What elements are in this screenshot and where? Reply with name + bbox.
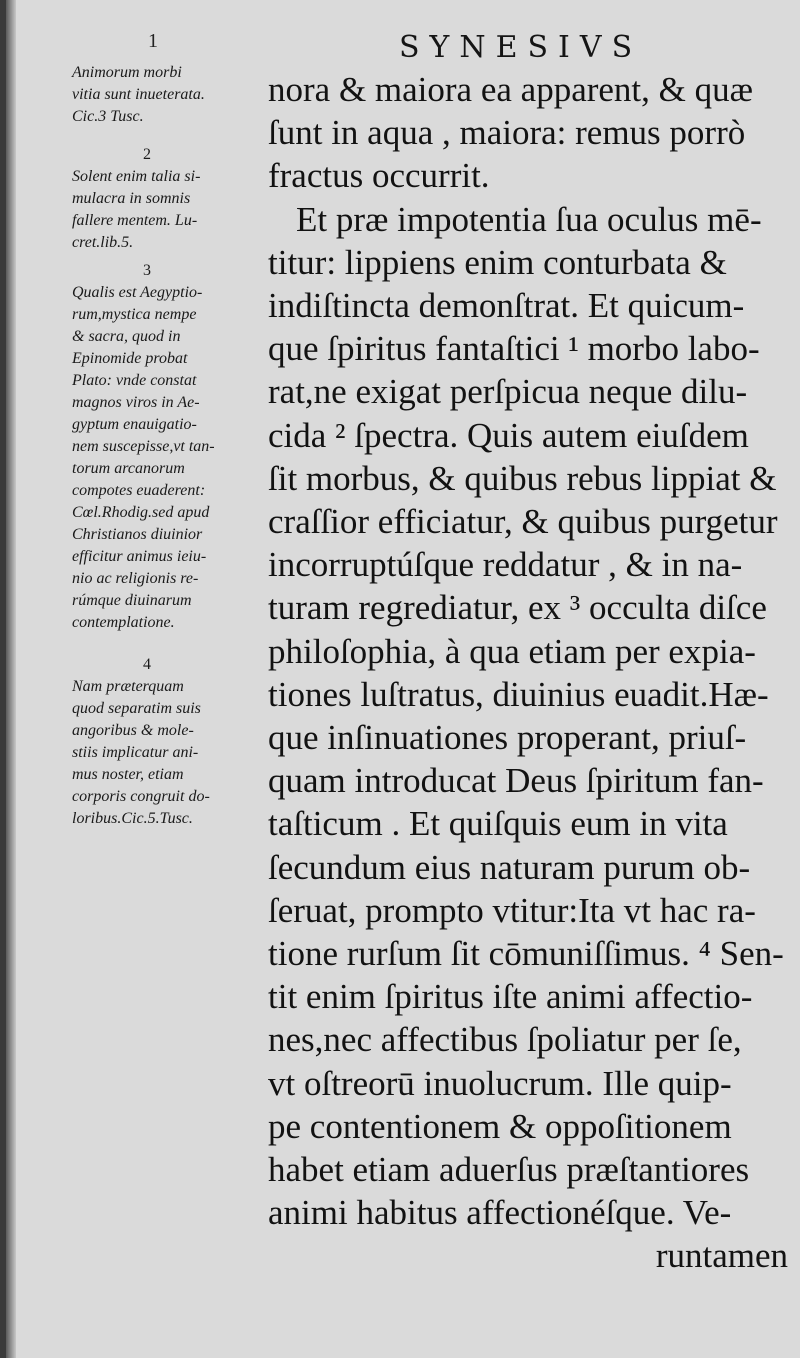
note-line: contemplatione. xyxy=(72,614,175,631)
text-line: incorruptúſque reddatur , & in na- xyxy=(268,545,743,585)
note-line: vitia sunt inueterata. xyxy=(72,86,205,103)
text-line: titur: lippiens enim conturbata & xyxy=(268,242,727,282)
text-line: vt oſtreorū inuolucrum. Ille quip- xyxy=(268,1063,732,1103)
note-number: 4 xyxy=(143,656,151,673)
page-gutter xyxy=(6,0,16,1358)
text-line: nora & maiora ea apparent, & quæ xyxy=(268,70,753,109)
note-line: quod separatim suis xyxy=(72,700,201,717)
text-line: animi habitus affectionéſque. Ve- xyxy=(268,1193,732,1233)
note-line: magnos viros in Ae- xyxy=(72,394,200,411)
margin-note-2 xyxy=(72,144,270,254)
note-line: nem suscepisse,vt tan- xyxy=(72,438,215,455)
note-line: nio ac religionis re- xyxy=(72,570,199,587)
note-line: Qualis est Aegyptio- xyxy=(72,284,203,301)
margin-note-1 xyxy=(72,62,270,128)
note-line: & sacra, quod in xyxy=(72,328,181,345)
note-line: rum,mystica nempe xyxy=(72,306,197,323)
note-line: Solent enim talia si- xyxy=(72,168,201,185)
book-page xyxy=(6,0,800,1358)
text-line: nes,nec affectibus ſpoliatur per ſe, xyxy=(268,1020,742,1060)
note-line: torum arcanorum xyxy=(72,460,185,477)
main-text xyxy=(268,68,788,1278)
note-line: efficitur animus ieiu- xyxy=(72,548,207,565)
note-line: stiis implicatur ani- xyxy=(72,744,199,761)
note-line: cret.lib.5. xyxy=(72,234,134,251)
margin-note-4 xyxy=(72,654,270,830)
note-line: Animorum morbi xyxy=(72,64,182,81)
note-line: rúmque diuinarum xyxy=(72,592,192,609)
text-line: taſticum . Et quiſquis eum in vita xyxy=(268,804,728,844)
note-line: Cic.3 Tusc. xyxy=(72,108,144,125)
note-line: Epinomide probat xyxy=(72,350,188,367)
text-line: ſit morbus, & quibus rebus lippiat & xyxy=(268,458,777,498)
note-line: corporis congruit do- xyxy=(72,788,210,805)
running-title: SYNESIVS xyxy=(399,30,643,65)
note-line: loribus.Cic.5.Tusc. xyxy=(72,810,193,827)
text-line: turam regrediatur, ex ³ occulta diſce xyxy=(268,588,767,628)
text-line: tione rurſum ſit cōmuniſſimus. ⁴ Sen- xyxy=(268,934,784,974)
text-line: quam introducat Deus ſpiritum fan- xyxy=(268,761,764,801)
text-line: ſecundum eius naturam purum ob- xyxy=(268,847,751,887)
text-line: ſunt in aqua , maiora: remus porrò xyxy=(268,113,746,153)
text-line: craſſior efficiatur, & quibus purgetur xyxy=(268,502,778,542)
text-line: rat,ne exigat perſpicua neque dilu- xyxy=(268,372,748,412)
note-line: gyptum enauigatio- xyxy=(72,416,197,433)
text-line: philoſophia, à qua etiam per expia- xyxy=(268,631,756,671)
note-line: mus noster, etiam xyxy=(72,766,184,783)
text-line: indiſtincta demonſtrat. Et quicum- xyxy=(268,286,745,326)
text-line: tiones luſtratus, diuinius euadit.Hæ- xyxy=(268,674,769,714)
text-line: habet etiam aduerſus præſtantiores xyxy=(268,1150,750,1190)
margin-notes xyxy=(72,62,270,830)
margin-note-3 xyxy=(72,260,270,634)
text-line: Et præ impotentia ſua oculus mē- xyxy=(296,199,762,239)
note-line: Plato: vnde constat xyxy=(72,372,197,389)
text-line: que inſinuationes properant, priuſ- xyxy=(268,718,747,758)
note-line: compotes euaderent: xyxy=(72,482,206,499)
text-line: que ſpiritus fantaſtici ¹ morbo labo- xyxy=(268,329,760,369)
note-number: 3 xyxy=(143,262,151,279)
catchword: runtamen xyxy=(655,1236,788,1276)
note-line: Cœl.Rhodig.sed apud xyxy=(72,504,210,521)
note-line: fallere mentem. Lu- xyxy=(72,212,198,229)
page-number: 1 xyxy=(148,30,158,52)
text-line: pe contentionem & oppoſitionem xyxy=(268,1106,732,1146)
text-line: ſeruat, prompto vtitur:Ita vt hac ra- xyxy=(268,890,756,930)
text-line: cida ² ſpectra. Quis autem eiuſdem xyxy=(268,415,749,455)
note-line: mulacra in somnis xyxy=(72,190,191,207)
text-line: tit enim ſpiritus iſte animi affectio- xyxy=(268,977,753,1017)
note-number: 2 xyxy=(143,146,151,163)
note-line: angoribus & mole- xyxy=(72,722,194,739)
note-line: Nam præterquam xyxy=(72,678,184,695)
text-line: fractus occurrit. xyxy=(268,156,490,196)
note-line: Christianos diuinior xyxy=(72,526,203,543)
